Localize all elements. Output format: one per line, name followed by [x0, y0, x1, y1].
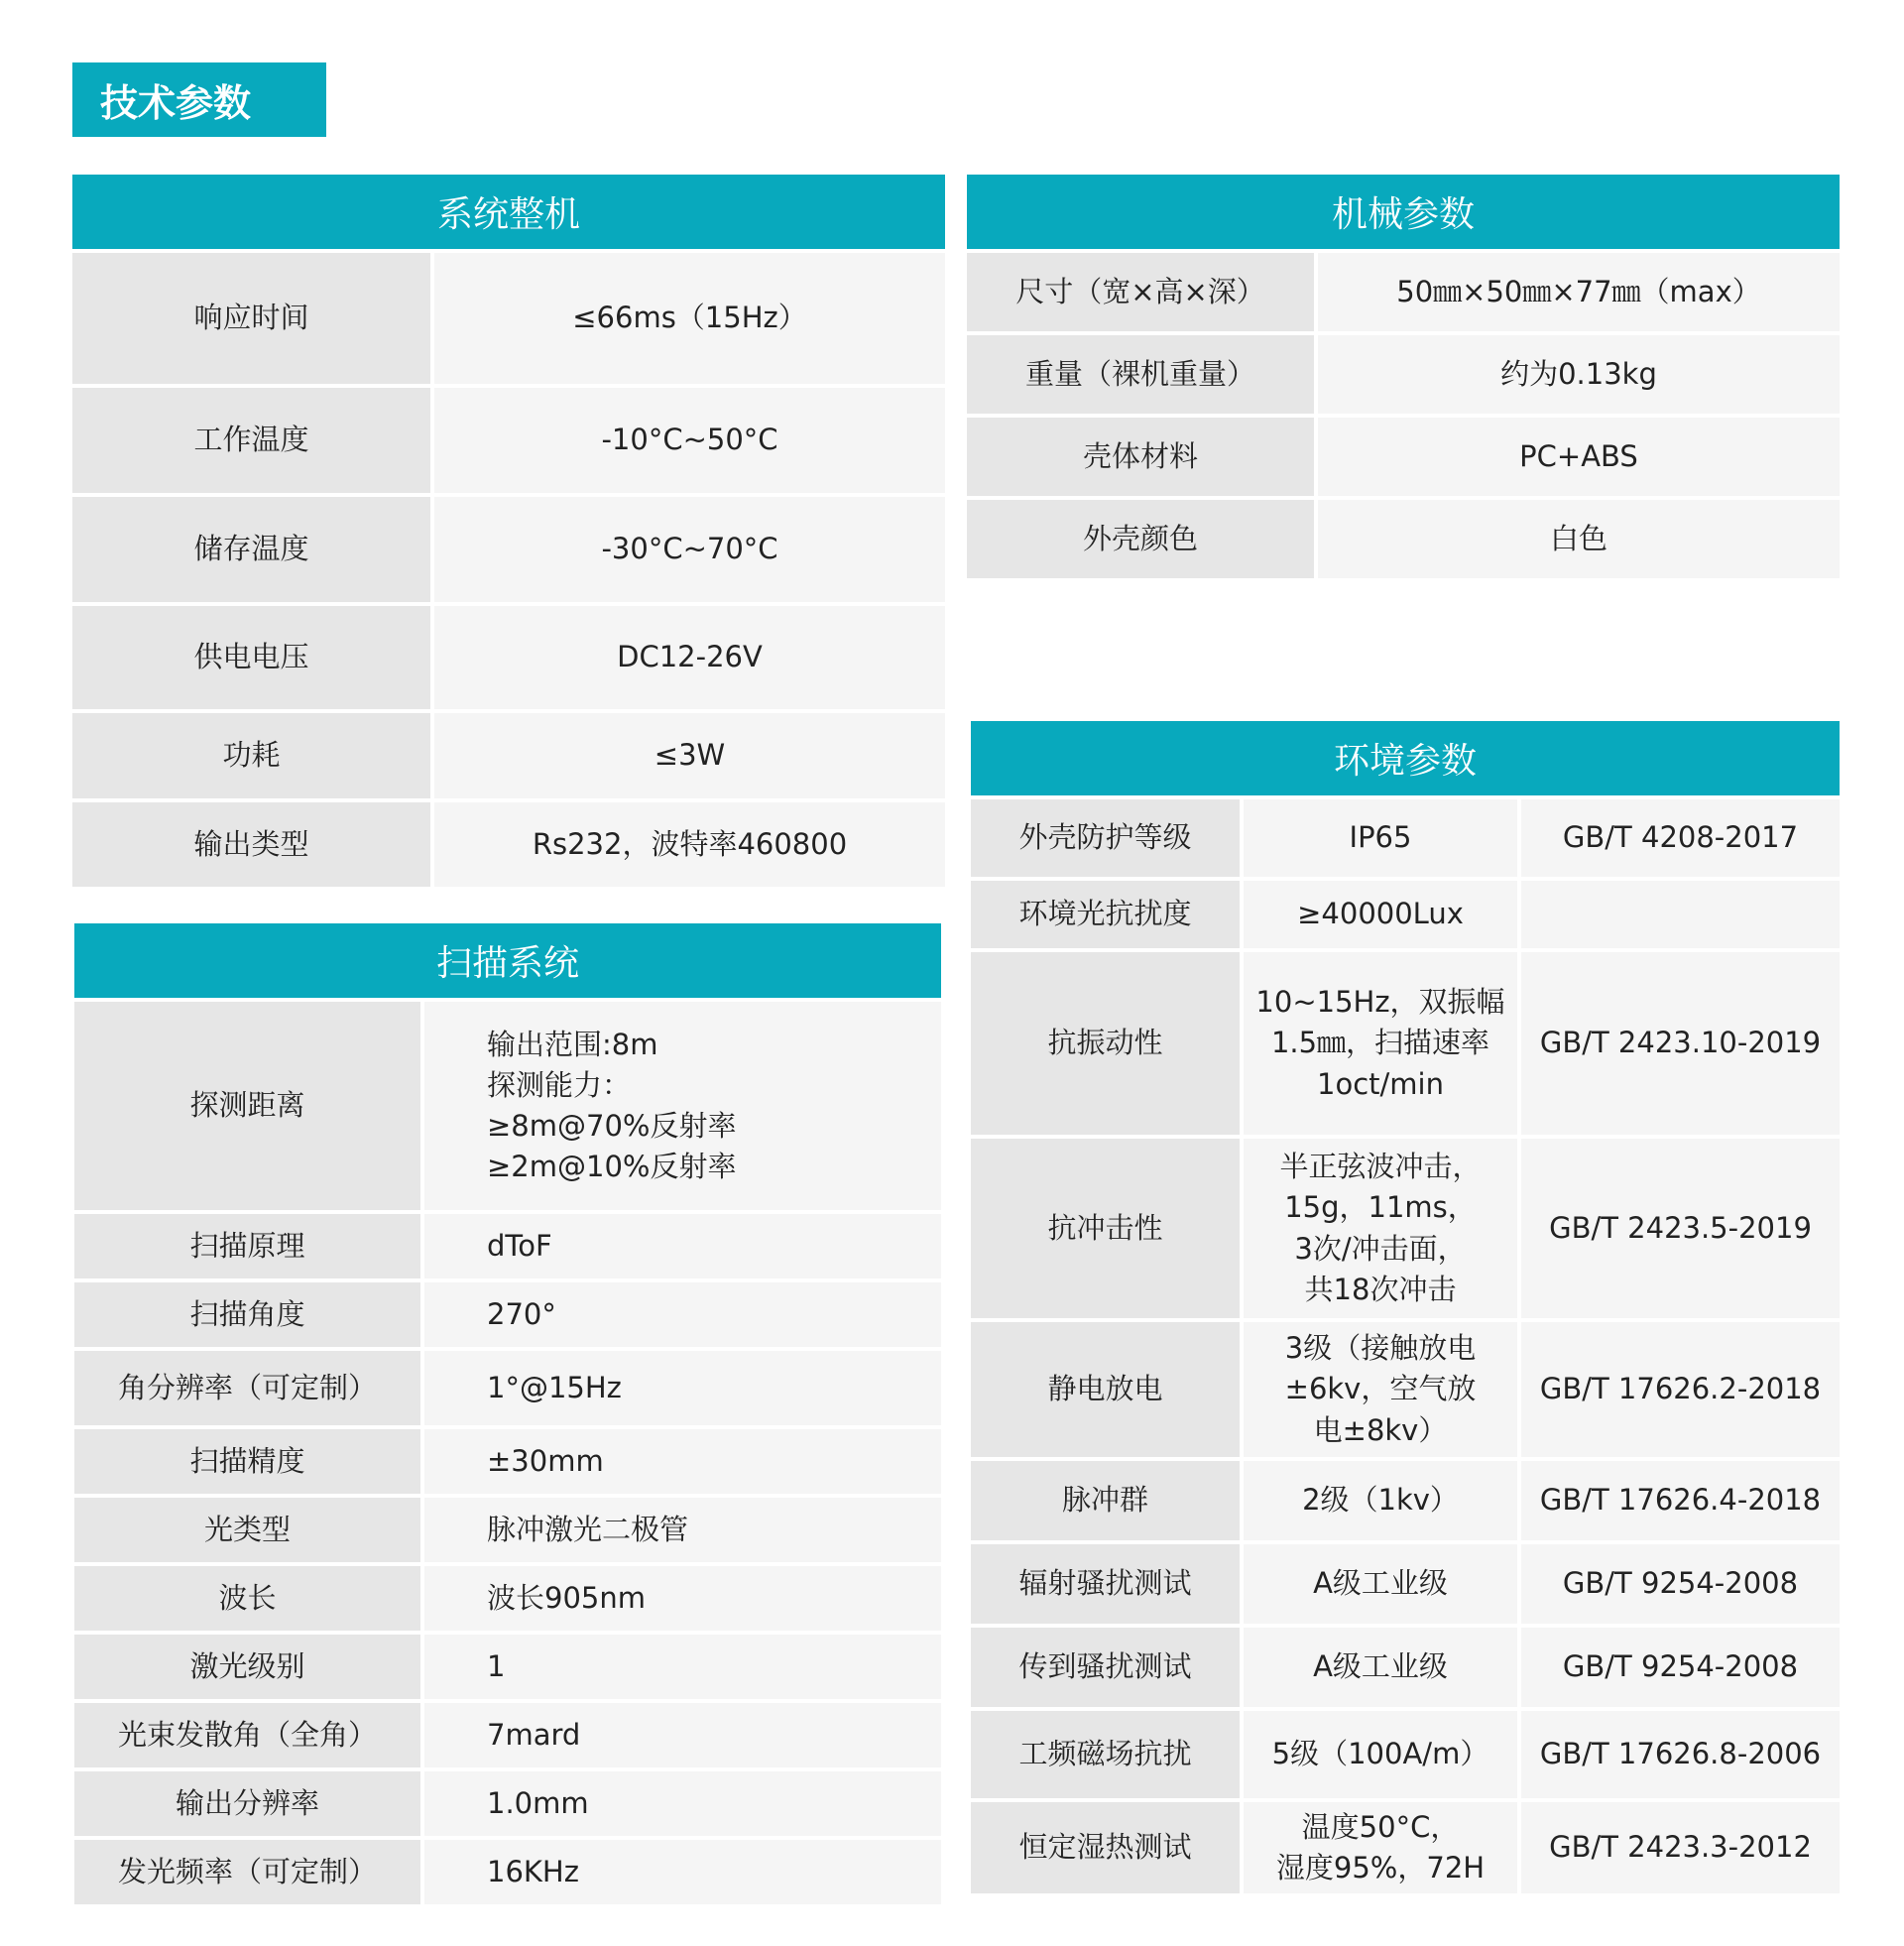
table-row [74, 1347, 941, 1425]
row-value: ±30mm [420, 1429, 941, 1494]
value-line: 共18次冲击 [1304, 1272, 1457, 1306]
row-value: ≤66ms（15Hz） [430, 253, 945, 384]
row-standard [1517, 881, 1840, 948]
row-label: 工作温度 [72, 388, 430, 493]
value-line: 半正弦波冲击， [1279, 1150, 1482, 1184]
table-row [971, 1798, 1840, 1893]
value-line: IP65 [1349, 820, 1412, 855]
row-value: 约为0.13kg [1314, 335, 1840, 414]
system-panel [72, 175, 945, 887]
mechanical-panel-title: 机械参数 [967, 175, 1840, 249]
table-row [72, 798, 945, 887]
environment-panel [971, 721, 1840, 1893]
row-label: 工频磁场抗扰 [971, 1711, 1240, 1798]
table-row [74, 1278, 941, 1347]
row-label: 扫描原理 [74, 1214, 420, 1278]
row-standard: GB/T 2423.3-2012 [1517, 1802, 1840, 1893]
row-standard: GB/T 17626.4-2018 [1517, 1461, 1840, 1540]
row-label: 尺寸（宽×高×深） [967, 253, 1314, 331]
row-label: 扫描精度 [74, 1429, 420, 1494]
row-label: 波长 [74, 1566, 420, 1631]
table-row [967, 496, 1840, 578]
row-standard: GB/T 17626.2-2018 [1517, 1322, 1840, 1457]
row-value: 白色 [1314, 500, 1840, 578]
table-row [74, 1562, 941, 1631]
table-row [72, 493, 945, 602]
value-line: 10~15Hz，双振幅 [1255, 985, 1505, 1020]
value-line: 温度50°C， [1301, 1809, 1460, 1844]
value-line: A级工业级 [1313, 1566, 1448, 1601]
row-value [1240, 1711, 1517, 1798]
value-line: 3级（接触放电 [1284, 1331, 1477, 1366]
table-row [74, 1425, 941, 1494]
value-line: 1.5㎜，扫描速率 [1270, 1026, 1490, 1060]
row-label: 发光频率（可定制） [74, 1840, 420, 1904]
row-label: 外壳防护等级 [971, 799, 1240, 877]
table-row [72, 602, 945, 709]
row-label: 恒定湿热测试 [971, 1802, 1240, 1893]
row-value [1240, 1139, 1517, 1318]
value-line: 1oct/min [1317, 1066, 1444, 1101]
value-line: 2级（1kv） [1302, 1483, 1459, 1518]
row-value: -10°C~50°C [430, 388, 945, 493]
table-row [74, 1210, 941, 1278]
row-label: 环境光抗扰度 [971, 881, 1240, 948]
value-line: A级工业级 [1313, 1649, 1448, 1684]
row-value: dToF [420, 1214, 941, 1278]
table-row [74, 1767, 941, 1836]
row-label: 抗冲击性 [971, 1139, 1240, 1318]
table-row [971, 877, 1840, 948]
system-panel-title: 系统整机 [72, 175, 945, 249]
value-line: 湿度95%，72H [1275, 1851, 1486, 1885]
row-value: ≤3W [430, 713, 945, 798]
row-label: 光类型 [74, 1498, 420, 1562]
row-label: 光束发散角（全角） [74, 1703, 420, 1767]
table-row [74, 1836, 941, 1904]
row-label: 静电放电 [971, 1322, 1240, 1457]
table-row [971, 1624, 1840, 1707]
row-value: 1.0mm [420, 1771, 941, 1836]
value-line: ≥8m@70%反射率 [487, 1109, 737, 1143]
table-row [72, 249, 945, 384]
row-value: -30°C~70°C [430, 497, 945, 602]
table-row [72, 384, 945, 493]
row-value [1240, 1461, 1517, 1540]
row-value [1240, 1322, 1517, 1457]
table-row [971, 795, 1840, 877]
row-label: 角分辨率（可定制） [74, 1351, 420, 1425]
table-row [74, 998, 941, 1210]
value-line: 电±8kv） [1313, 1412, 1448, 1447]
row-value [1240, 881, 1517, 948]
value-line: ≥2m@10%反射率 [487, 1150, 737, 1184]
table-row [74, 1699, 941, 1767]
table-row [971, 1707, 1840, 1798]
row-label: 激光级别 [74, 1635, 420, 1699]
row-standard: GB/T 9254-2008 [1517, 1544, 1840, 1624]
row-value: 波长905nm [420, 1566, 941, 1631]
value-line: ≥40000Lux [1297, 897, 1464, 931]
table-row [971, 1457, 1840, 1540]
row-value [1240, 1544, 1517, 1624]
row-label: 探测距离 [74, 1002, 420, 1210]
scanning-panel [74, 923, 941, 1904]
value-line: ±6kv，空气放 [1284, 1372, 1477, 1406]
table-row [971, 1135, 1840, 1318]
environment-panel-title: 环境参数 [971, 721, 1840, 795]
value-line: 输出范围:8m [487, 1027, 658, 1061]
row-value: PC+ABS [1314, 418, 1840, 496]
row-value: 1 [420, 1635, 941, 1699]
row-standard: GB/T 17626.8-2006 [1517, 1711, 1840, 1798]
table-row [967, 249, 1840, 331]
row-value: 脉冲激光二极管 [420, 1498, 941, 1562]
table-row [971, 948, 1840, 1135]
row-label: 功耗 [72, 713, 430, 798]
row-standard: GB/T 4208-2017 [1517, 799, 1840, 877]
row-value [1240, 1628, 1517, 1707]
row-label: 壳体材料 [967, 418, 1314, 496]
table-row [971, 1318, 1840, 1457]
detection-range-value [420, 1002, 941, 1210]
value-line: 3次/冲击面， [1294, 1231, 1467, 1266]
row-value [1240, 1802, 1517, 1893]
row-standard: GB/T 2423.10-2019 [1517, 952, 1840, 1135]
scanning-panel-title: 扫描系统 [74, 923, 941, 998]
table-row [967, 331, 1840, 414]
mechanical-panel [967, 175, 1840, 578]
row-value: 270° [420, 1282, 941, 1347]
row-label: 外壳颜色 [967, 500, 1314, 578]
table-row [74, 1631, 941, 1699]
row-label: 扫描角度 [74, 1282, 420, 1347]
page-title: 技术参数 [72, 62, 326, 137]
table-row [971, 1540, 1840, 1624]
value-line: 5级（100A/m） [1271, 1737, 1489, 1771]
row-value: 50㎜×50㎜×77㎜（max） [1314, 253, 1840, 331]
row-label: 输出分辨率 [74, 1771, 420, 1836]
row-value: 1°@15Hz [420, 1351, 941, 1425]
row-value: 16KHz [420, 1840, 941, 1904]
row-value: 7mard [420, 1703, 941, 1767]
row-standard: GB/T 9254-2008 [1517, 1628, 1840, 1707]
value-line: 探测能力： [487, 1067, 632, 1102]
row-label: 辐射骚扰测试 [971, 1544, 1240, 1624]
row-label: 传到骚扰测试 [971, 1628, 1240, 1707]
value-line: 15g，11ms， [1284, 1190, 1477, 1225]
table-row [72, 709, 945, 798]
row-value [1240, 952, 1517, 1135]
row-label: 储存温度 [72, 497, 430, 602]
row-label: 重量（裸机重量） [967, 335, 1314, 414]
table-row [967, 414, 1840, 496]
row-value: DC12-26V [430, 606, 945, 709]
row-label: 供电电压 [72, 606, 430, 709]
row-label: 脉冲群 [971, 1461, 1240, 1540]
row-label: 响应时间 [72, 253, 430, 384]
row-standard: GB/T 2423.5-2019 [1517, 1139, 1840, 1318]
row-label: 抗振动性 [971, 952, 1240, 1135]
table-row [74, 1494, 941, 1562]
row-label: 输出类型 [72, 802, 430, 887]
row-value [1240, 799, 1517, 877]
row-value: Rs232，波特率460800 [430, 802, 945, 887]
